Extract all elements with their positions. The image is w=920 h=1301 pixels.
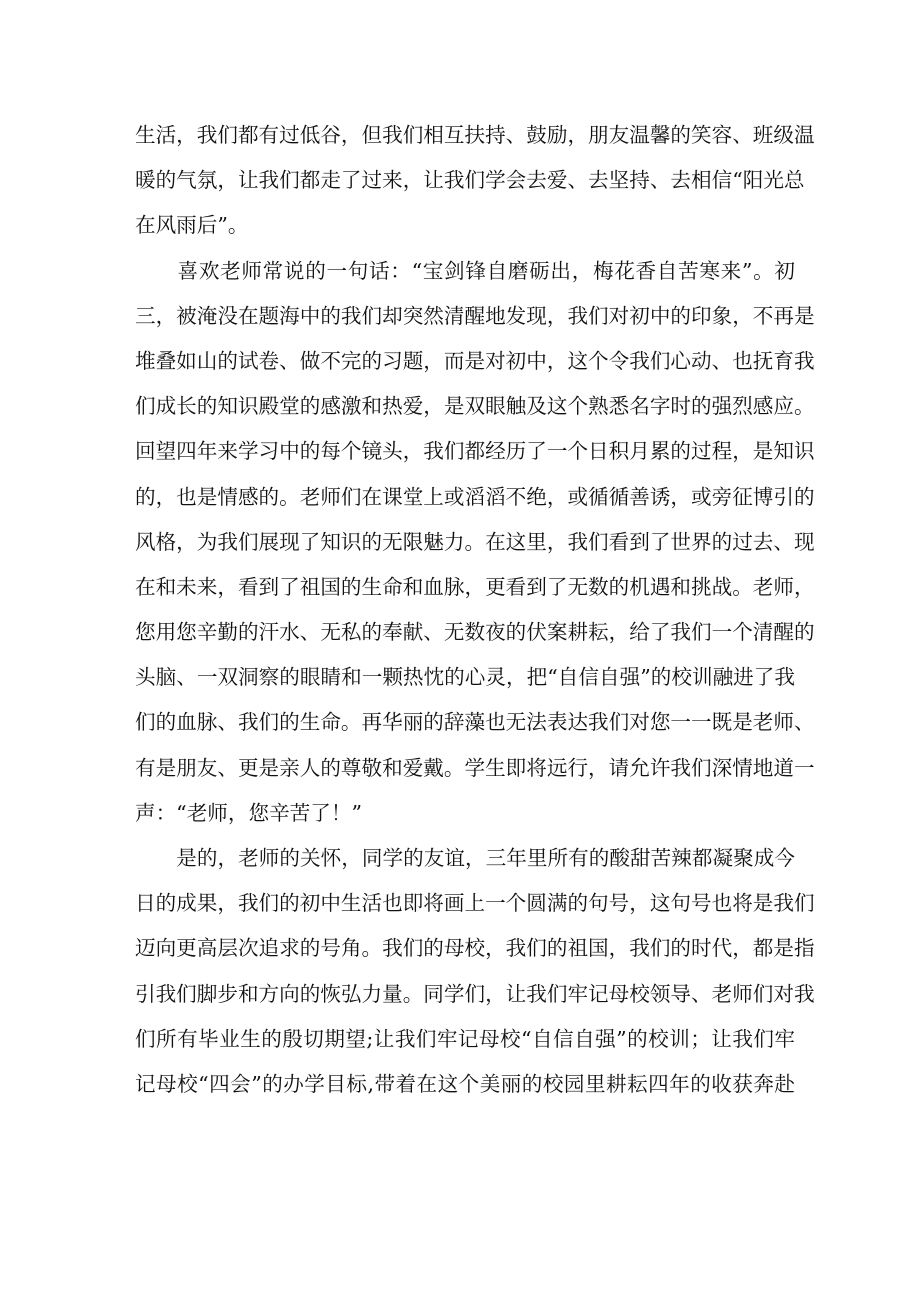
text-line: 头脑、一双洞察的眼睛和一颗热忱的心灵，把“自信自强”的校训融进了我 <box>135 665 795 690</box>
text-line: 在风雨后”。 <box>135 213 249 238</box>
text-line: 是的，老师的关怀，同学的友谊，三年里所有的酸甜苦辣都凝聚成今 <box>135 846 795 870</box>
text-line: 在和未来，看到了祖国的生命和血脉，更看到了无数的机遇和挑战。老师， <box>135 574 815 599</box>
text-line: 有是朋友、更是亲人的尊敬和爱戴。学生即将远行，请允许我们深情地道一 <box>135 755 815 780</box>
text-line: 风格，为我们展现了知识的无限魅力。在这里，我们看到了世界的过去、现 <box>135 529 815 554</box>
text-line: 您用您辛勤的汗水、无私的奉献、无数夜的伏案耕耘，给了我们一个清醒的 <box>135 620 815 645</box>
text-line: 们成长的知识殿堂的感激和热爱，是双眼触及这个熟悉名字时的强烈感应。 <box>135 394 815 419</box>
text-line: 回望四年来学习中的每个镜头，我们都经历了一个日积月累的过程，是知识 <box>135 439 815 464</box>
text-line: 们的血脉、我们的生命。再华丽的辞藻也无法表达我们对您一一既是老师、 <box>135 710 815 735</box>
text-line: 喜欢老师常说的一句话：“宝剑锋自磨砺出，梅花香自苦寒来”。初 <box>135 258 795 283</box>
text-line: 引我们脚步和方向的恢弘力量。同学们，让我们牢记母校领导、老师们对我 <box>135 981 815 1006</box>
text-line: 堆叠如山的试卷、做不完的习题，而是对初中，这个令我们心动、也抚育我 <box>135 348 815 373</box>
text-line: 记母校“四会”的办学目标,带着在这个美丽的校园里耕耘四年的收获奔赴 <box>135 1071 795 1096</box>
document-body-text <box>135 113 815 1107</box>
text-line: 生活，我们都有过低谷，但我们相互扶持、鼓励，朋友温馨的笑容、班级温 <box>135 123 815 147</box>
text-line: 们所有毕业生的殷切期望;让我们牢记母校“自信自强”的校训；让我们牢 <box>135 1026 795 1051</box>
text-line: 暖的气氛，让我们都走了过来，让我们学会去爱、去坚持、去相信“阳光总 <box>135 168 805 193</box>
text-line: 声：“老师，您辛苦了！” <box>135 800 362 825</box>
text-line: 日的成果，我们的初中生活也即将画上一个圆满的句号，这句号也将是我们 <box>135 891 815 916</box>
text-line: 迈向更高层次追求的号角。我们的母校，我们的祖国，我们的时代，都是指 <box>135 936 815 961</box>
text-line: 三，被淹没在题海中的我们却突然清醒地发现，我们对初中的印象，不再是 <box>135 303 815 328</box>
text-line: 的，也是情感的。老师们在课堂上或滔滔不绝，或循循善诱，或旁征博引的 <box>135 484 815 509</box>
